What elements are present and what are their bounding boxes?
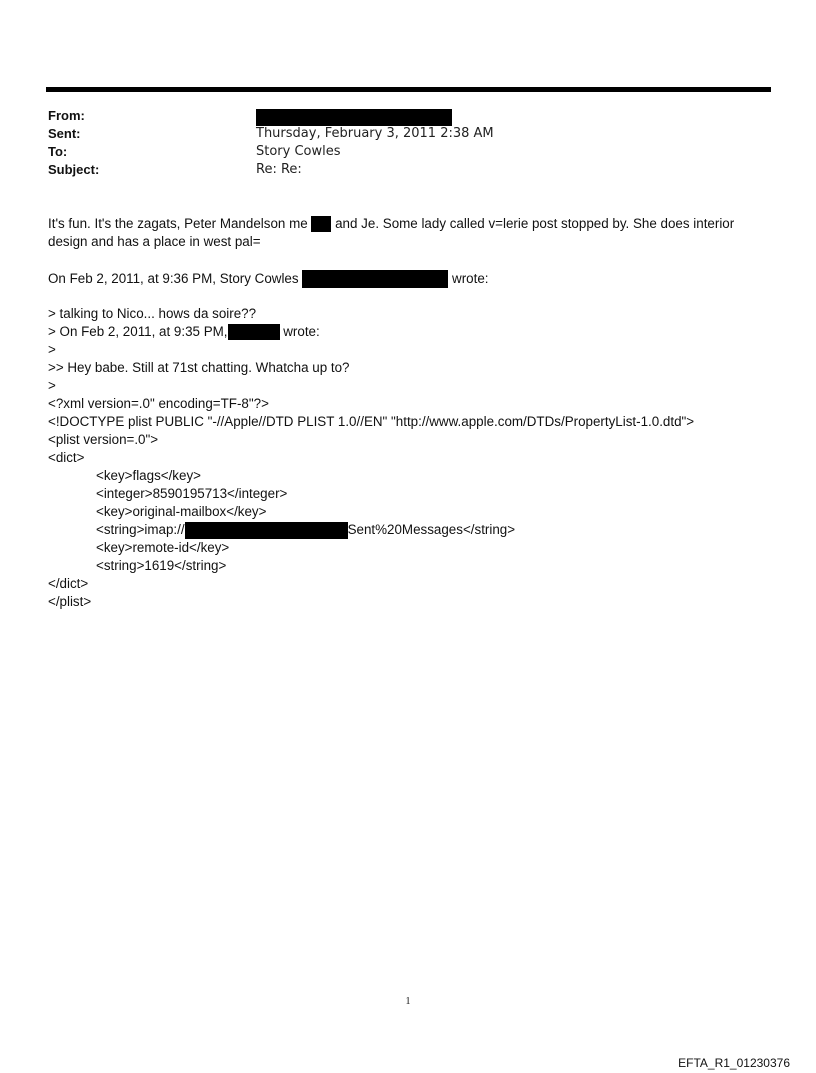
quote-attribution (48, 270, 748, 288)
xml-line: <?xml version=.0" encoding=TF-8"?> (48, 396, 269, 411)
sent-label: Sent: (48, 126, 81, 141)
sent-row (48, 125, 748, 143)
xml-line (48, 521, 748, 539)
message-line: > (48, 378, 56, 393)
xml-line: <string>1619</string> (96, 558, 227, 573)
message-line: >> Hey babe. Still at 71st chatting. Whatcha up to? (48, 360, 350, 375)
text-segment: wrote: (448, 271, 489, 286)
redaction-box (311, 216, 331, 232)
redaction-box (185, 522, 348, 539)
text-segment: <string>imap:// (96, 522, 185, 537)
header-rule (46, 87, 771, 92)
redaction-box (228, 324, 280, 340)
xml-line: <key>flags</key> (96, 468, 201, 483)
sent-value: Thursday, February 3, 2011 2:38 AM (256, 126, 494, 141)
to-label: To: (48, 144, 68, 159)
xml-line: <integer>8590195713</integer> (96, 486, 288, 501)
from-label: From: (48, 108, 85, 123)
message-line (48, 215, 748, 233)
subject-value: Re: Re: (256, 162, 302, 177)
xml-line: <key>original-mailbox</key> (96, 504, 267, 519)
email-header (48, 107, 748, 179)
xml-line: </plist> (48, 594, 92, 609)
document-id: EFTA_R1_01230376 (678, 1056, 790, 1070)
redaction-box (302, 270, 448, 288)
page-number: 1 (405, 996, 411, 1007)
message-line (48, 270, 748, 288)
message-paragraph (48, 215, 748, 251)
xml-line: <plist version=.0"> (48, 432, 159, 447)
to-value: Story Cowles (256, 144, 341, 159)
subject-label: Subject: (48, 162, 100, 177)
quoted-message (48, 305, 748, 611)
message-line: design and has a place in west pal= (48, 234, 261, 249)
to-row (48, 143, 748, 161)
xml-line: <!DOCTYPE plist PUBLIC "-//Apple//DTD PLIST 1.0//EN" "http://www.apple.com/DTDs/PropertyList-1.0.dtd"> (48, 414, 695, 429)
message-line: > (48, 342, 56, 357)
text-segment: On Feb 2, 2011, at 9:36 PM, Story Cowles (48, 271, 303, 286)
message-line (48, 323, 748, 341)
text-segment: Sent%20Messages</string> (347, 522, 516, 537)
xml-line: </dict> (48, 576, 89, 591)
xml-line: <dict> (48, 450, 85, 465)
from-row (48, 107, 748, 125)
text-segment: and Je. Some lady called v=lerie post stopped by. She does interior (331, 216, 735, 231)
text-segment: > On Feb 2, 2011, at 9:35 PM, (48, 324, 228, 339)
text-segment: wrote: (279, 324, 320, 339)
message-line: > talking to Nico... hows da soire?? (48, 306, 257, 321)
redaction-box (256, 109, 452, 126)
xml-line: <key>remote-id</key> (96, 540, 230, 555)
text-segment: It's fun. It's the zagats, Peter Mandelson me (48, 216, 312, 231)
subject-row (48, 161, 748, 179)
